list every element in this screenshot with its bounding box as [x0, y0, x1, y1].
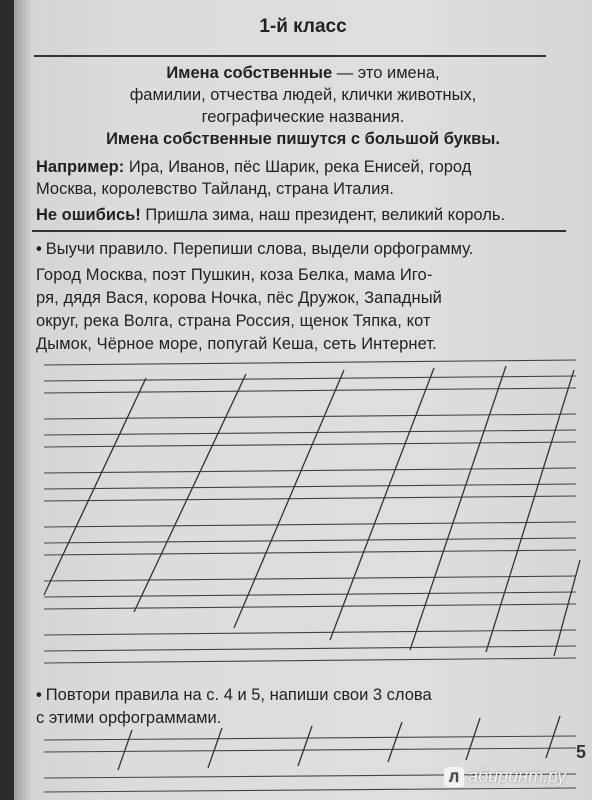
writing-line — [44, 360, 576, 365]
writing-line — [44, 484, 576, 489]
writing-line — [44, 604, 576, 609]
writing-line — [44, 496, 576, 501]
slant-line — [330, 368, 434, 640]
slant-line — [118, 730, 132, 770]
writing-line — [44, 592, 576, 597]
page-number: 5 — [575, 742, 586, 762]
writing-line — [44, 468, 576, 473]
writing-line — [44, 550, 576, 555]
task-2-text-1: Повтори правила на с. 4 и 5, напиши свои 3 слова — [45, 686, 432, 704]
rule-statement: Имена собственные пишутся с большой буквы. — [106, 130, 500, 148]
task-2-line-1 — [36, 684, 566, 707]
writing-line — [44, 538, 576, 543]
example-line-2: Москва, королевство Тайланд, страна Италия. — [36, 180, 394, 198]
word-line: Город Москва, поэт Пушкин, коза Белка, мама Иго- — [36, 266, 433, 284]
slant-line — [410, 366, 506, 650]
slant-line — [554, 560, 580, 656]
slant-line — [208, 728, 222, 768]
task-2-line-2: с этими орфограммами. — [36, 709, 222, 727]
grade-title: 1-й класс — [259, 16, 347, 37]
watermark — [444, 766, 566, 787]
slant-line — [134, 374, 246, 612]
writing-line — [44, 658, 576, 663]
example-text-1: Ира, Иванов, пёс Шарик, река Енисей, город — [124, 158, 472, 176]
writing-line — [44, 646, 576, 651]
watermark-text: абиринт.ру — [468, 766, 567, 786]
bullet-icon: • — [36, 686, 42, 704]
definition-term: Имена собственные — [166, 64, 333, 82]
word-line: Дымок, Чёрное море, попугай Кеша, сеть Интернет. — [36, 335, 437, 353]
writing-line — [44, 788, 576, 792]
writing-line — [44, 522, 576, 527]
slant-line — [44, 378, 146, 595]
slant-lines-upper — [44, 366, 580, 656]
writing-line — [44, 748, 576, 752]
writing-line — [44, 414, 576, 419]
slant-line — [486, 370, 574, 652]
writing-line — [44, 736, 576, 740]
writing-line — [44, 376, 576, 381]
warning-label: Не ошибись! — [36, 206, 141, 224]
writing-line — [44, 388, 576, 393]
task-1-instruction: Выучи правило. Перепиши слова, выдели орфограмму. — [45, 240, 474, 258]
definition-rest: — это имена, — [332, 64, 440, 82]
task-2 — [36, 684, 566, 730]
workbook-page — [14, 0, 592, 800]
warning-text: Пришла зима, наш президент, великий король. — [140, 206, 506, 224]
definition-line-2: фамилии, отчества людей, клички животных, — [129, 86, 477, 104]
writing-grid — [14, 0, 592, 800]
example-label: Например: — [36, 158, 125, 176]
writing-line — [44, 442, 576, 447]
writing-line — [44, 630, 576, 635]
writing-line — [44, 430, 576, 435]
word-line: округ, река Волга, страна Россия, щенок Тяпка, кот — [36, 312, 431, 330]
bullet-icon: • — [36, 240, 42, 258]
word-line: ря, дядя Вася, корова Ночка, пёс Дружок, Западный — [36, 289, 442, 307]
writing-line — [44, 576, 576, 581]
labirint-logo-icon: Л — [444, 767, 464, 787]
definition-line-3: географические названия. — [201, 108, 405, 126]
slant-line — [298, 726, 312, 766]
